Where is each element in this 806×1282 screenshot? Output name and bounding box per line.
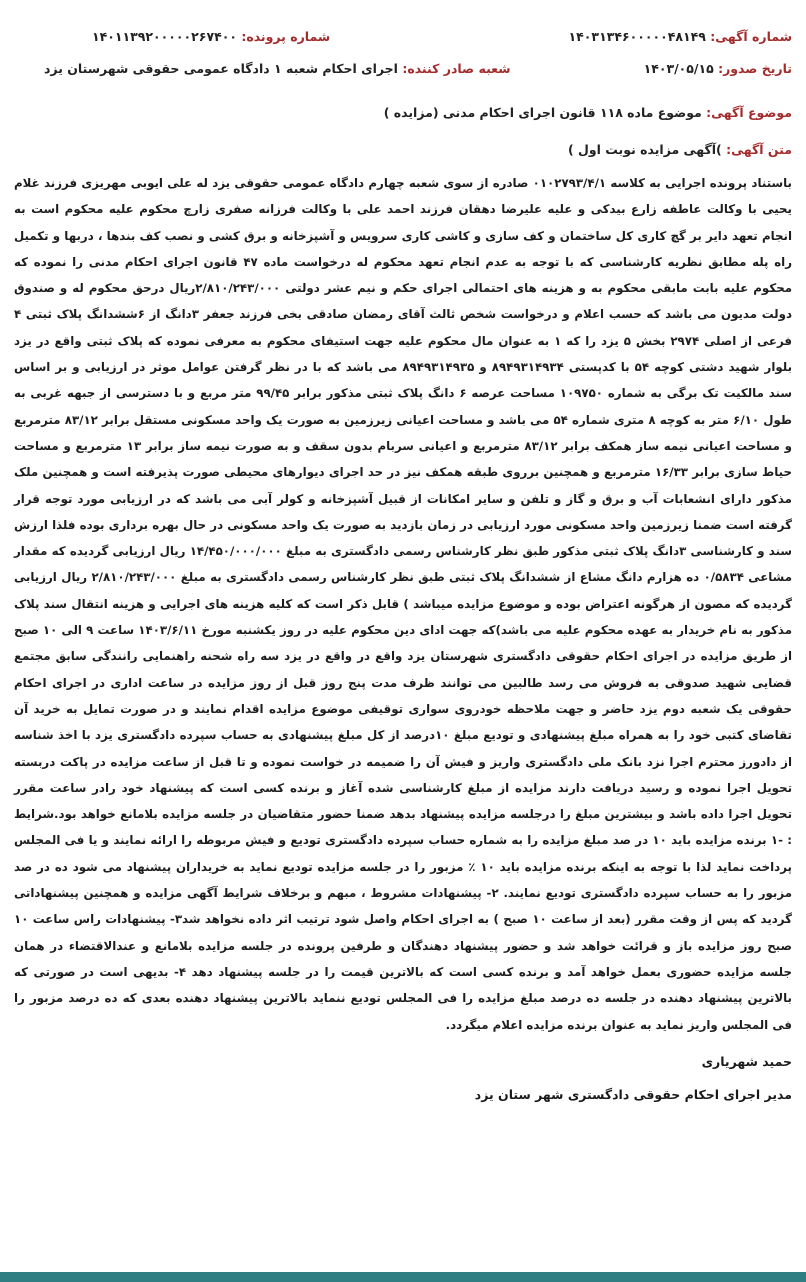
notice-body: باستناد پرونده اجرایی به کلاسه ۰۱۰۲۷۹۳/۴/۱ صادره از سوی شعبه چهارم دادگاه عمومی حقوقی یزد له علی ایوبی مهریزی فرزند غلام یحیی با وکالت عاطفه زارع بیدکی و علیه علیرضا دهقان فرزند احمد علی با وکالت فرزانه صفری زارچ محکوم علیه محکوم است به انجام تعهد دایر بر گچ کاری کل ساختمان و کف سازی و کاشی کاری سرویس و آشپزخانه و برق کشی و نصب کف بندها ، دربها و تکمیل راه پله مطابق نظریه کارشناسی که با توجه به عدم انجام تعهد محکوم له درخواست ماده ۴۷ قانون اجرای احکام مدنی را نموده که محکوم علیه بابت مابقی محکوم به و هزینه های احتمالی اجرای حکم و نیم عشر دولتی ۲/۸۱۰/۲۴۳/۰۰۰ریال درحق محکوم له و صندوق دولت مدیون می باشد که حسب اعلام و درخواست شخص ثالث آقای رمضان صادقی بخی فرزند جعفر ۳دانگ از ۶ششدانگ پلاک ثبتی ۴ فرعی از اصلی ۲۹۷۴ بخش ۵ یزد را که ۱ به عنوان مال محکوم علیه جهت استیفای محکوم به معرفی نموده که پلاک ثبتی واقع در یزد بلوار شهید دشتی کوچه ۵۴ با کدپستی ۸۹۴۹۳۱۴۹۳۴ و ۸۹۴۹۳۱۴۹۳۵ می باشد که با در نظر گرفتن عوامل موثر در ارزیابی و بر اساس سند مالکیت تک برگی به شماره ۱۰۹۷۵۰ مساحت عرصه ۶ دانگ پلاک ثبتی مذکور برابر ۹۹/۴۵ متر مربع و با دسترسی از جبهه غربی به طول ۶/۱۰ متر به کوچه ۸ متری شماره ۵۴ می باشد و مساحت اعیانی زیرزمین به صورت یک واحد مسکونی مستقل برابر ۸۳/۱۲ مترمربع و مساحت اعیانی نیمه ساز همکف برابر ۸۳/۱۲ مترمربع و اعیانی سربام بدون سقف و به صورت نیمه ساز برابر ۱۳ مترمربع و مساحت حیاط سازی برابر ۱۶/۳۳ مترمربع و همچنین برروی طبقه همکف نیز در حد اجرای دیوارهای محیطی صورت پذیرفته است و همچنین ملک مذکور دارای انشعابات آب و برق و گاز و تلفن و سایر امکانات از قبیل آشپزخانه و کولر آبی می باشد که در ارزیابی مورد توجه قرار گرفته است ضمنا زیرزمین واحد مسکونی مورد ارزیابی در زمان بازدید به صورت یک واحد مسکونی در حال بهره برداری بوده فلذا ارزش سند و کارشناسی ۳دانگ پلاک ثبتی مذکور طبق نظر کارشناس رسمی دادگستری به مبلغ ۱۴/۴۵۰/۰۰۰/۰۰۰ ریال ارزیابی گردیده که مقدار مشاعی ۰/۵۸۳۴ ده هزارم دانگ مشاع از ششدانگ پلاک ثبتی طبق نظر کارشناس رسمی دادگستری به مبلغ ۲/۸۱۰/۲۴۳/۰۰۰ ریال ارزیابی گردیده که مصون از هرگونه اعتراض بوده و موضوع مزایده میباشد ) قابل ذکر است که کلیه هزینه های اجرایی و هزینه انتقال سند پلاک مذکور به نام خریدار به عهده محکوم علیه می باشد)که جهت ادای دین محکوم علیه در روز یکشنبه مورخ ۱۴۰۳/۶/۱۱ ساعت ۹ الی ۱۰ صبح از طریق مزایده در اجرای احکام حقوقی دادگستری شهرستان یزد واقع در واقع در یزد سه راه شحنه راهنمایی رانندگی سابق مجتمع قضایی شهید صدوقی به فروش می رسد طالبین می توانند ظرف مدت پنج روز قبل از روز مزایده در ساعت اداری در اجرای احکام حقوقی یک شعبه دوم یزد حاضر و جهت ملاحظه خودروی سواری توقیفی موضوع مزایده اقدام نمایند و در صورت تمایل به خرید آن تقاضای کتبی خود را به همراه مبلغ پیشنهادی و تودیع مبلغ ۱۰درصد از کل مبلغ پیشنهادی به حساب سپرده دادگستری یزد با اخذ شناسه از دادورز محترم اجرا نزد بانک ملی دادگستری واریز و فیش آن را ضمیمه در خواست نموده و تا قبل از ساعت مزایده در پاکت دربسته تحویل اجرا نموده و رسید دریافت دارند مزایده از مبلغ کارشناسی شده آغاز و برنده کسی است که پیشنهاد خود رادر ساعت مقرر تحویل اجرا داده باشد و بیشترین مبلغ را درجلسه مزایده پیشنهاد بدهد ضمنا حضور متقاضیان در جلسه مزایده بلامانع خواهد بود.شرایط : -۱ برنده مزایده باید ۱۰ در صد مبلغ مزایده را به شماره حساب سپرده دادگستری تودیع و فیش مربوطه را ارائه نمایند و یا فی المجلس پرداخت نماید لذا با توجه به اینکه برنده مزایده باید ۱۰ ٪ مزبور را در جلسه مزایده تودیع نماید به خریداران پیشنهاد می شود ده در صد مزبور را به حساب سپرده دادگستری تودیع نمایند. ۲- پیشنهادات مشروط ، مبهم و برخلاف شرایط آگهی مزایده و همچنین پیشنهاداتی گردید که پس از وقت مقرر (بعد از ساعت ۱۰ صبح ) به اجرای احکام واصل شود ترتیب اثر داده نخواهد شد۳- پیشنهادات راس ساعت ۱۰ صبح روز مزایده باز و قرائت خواهد شد و حضور پیشنهاد دهندگان و طرفین پرونده در جلسه مزایده بلامانع و عندالاقتضاء در همان جلسه مزایده حضوری بعمل خواهد آمد و برنده کسی است که بالاترین قیمت را در جلسه پیشنهاد دهد ۴- بدیهی است در صورتی که بالاترین پیشنهاد دهنده در جلسه ده درصد مبلغ مزایده را فی المجلس تودیع ننماید بالاترین پیشنهاد دهنده بعدی که ده درصد مزبور را فی المجلس واریز نماید به عنوان برنده مزایده اعلام میگردد. — [14, 176, 793, 1032]
issuer-value: اجرای احکام شعبه ۱ دادگاه عمومی حقوقی شهرستان یزد — [44, 60, 398, 76]
ad-number-field — [569, 28, 792, 46]
subject-value: موضوع ماده ۱۱۸ قانون اجرای احکام مدنی (مزایده ) — [383, 105, 702, 120]
issue-date-field — [644, 60, 792, 78]
case-number-field — [92, 28, 330, 46]
ad-text-line — [14, 142, 792, 157]
header-row-2 — [14, 60, 792, 78]
issuer-field — [44, 60, 511, 78]
ad-number-label: شماره آگهی: — [710, 29, 792, 44]
signer-title: مدیر اجرای احکام حقوقی دادگستری شهر ستان یزد — [474, 1086, 792, 1102]
case-number-value: ۱۴۰۱۱۳۹۲۰۰۰۰۰۲۶۷۴۰۰ — [92, 29, 237, 44]
ad-text-heading: )آگهی مزایده نوبت اول ) — [567, 142, 722, 157]
case-number-label: شماره پرونده: — [241, 29, 331, 44]
issue-date-value: ۱۴۰۳/۰۵/۱۵ — [643, 60, 714, 76]
issuer-label: شعبه صادر کننده: — [402, 60, 511, 76]
header-row-1 — [14, 28, 792, 46]
ad-text-label: متن آگهی: — [726, 142, 792, 157]
subject-label: موضوع آگهی: — [706, 105, 792, 120]
ad-number-value: ۱۴۰۳۱۳۴۶۰۰۰۰۰۴۸۱۴۹ — [568, 29, 706, 44]
bottom-bar — [0, 1272, 806, 1282]
issue-date-label: تاریخ صدور: — [718, 60, 792, 76]
subject-line — [14, 105, 792, 120]
signer-name: حمید شهریاری — [701, 1053, 792, 1069]
